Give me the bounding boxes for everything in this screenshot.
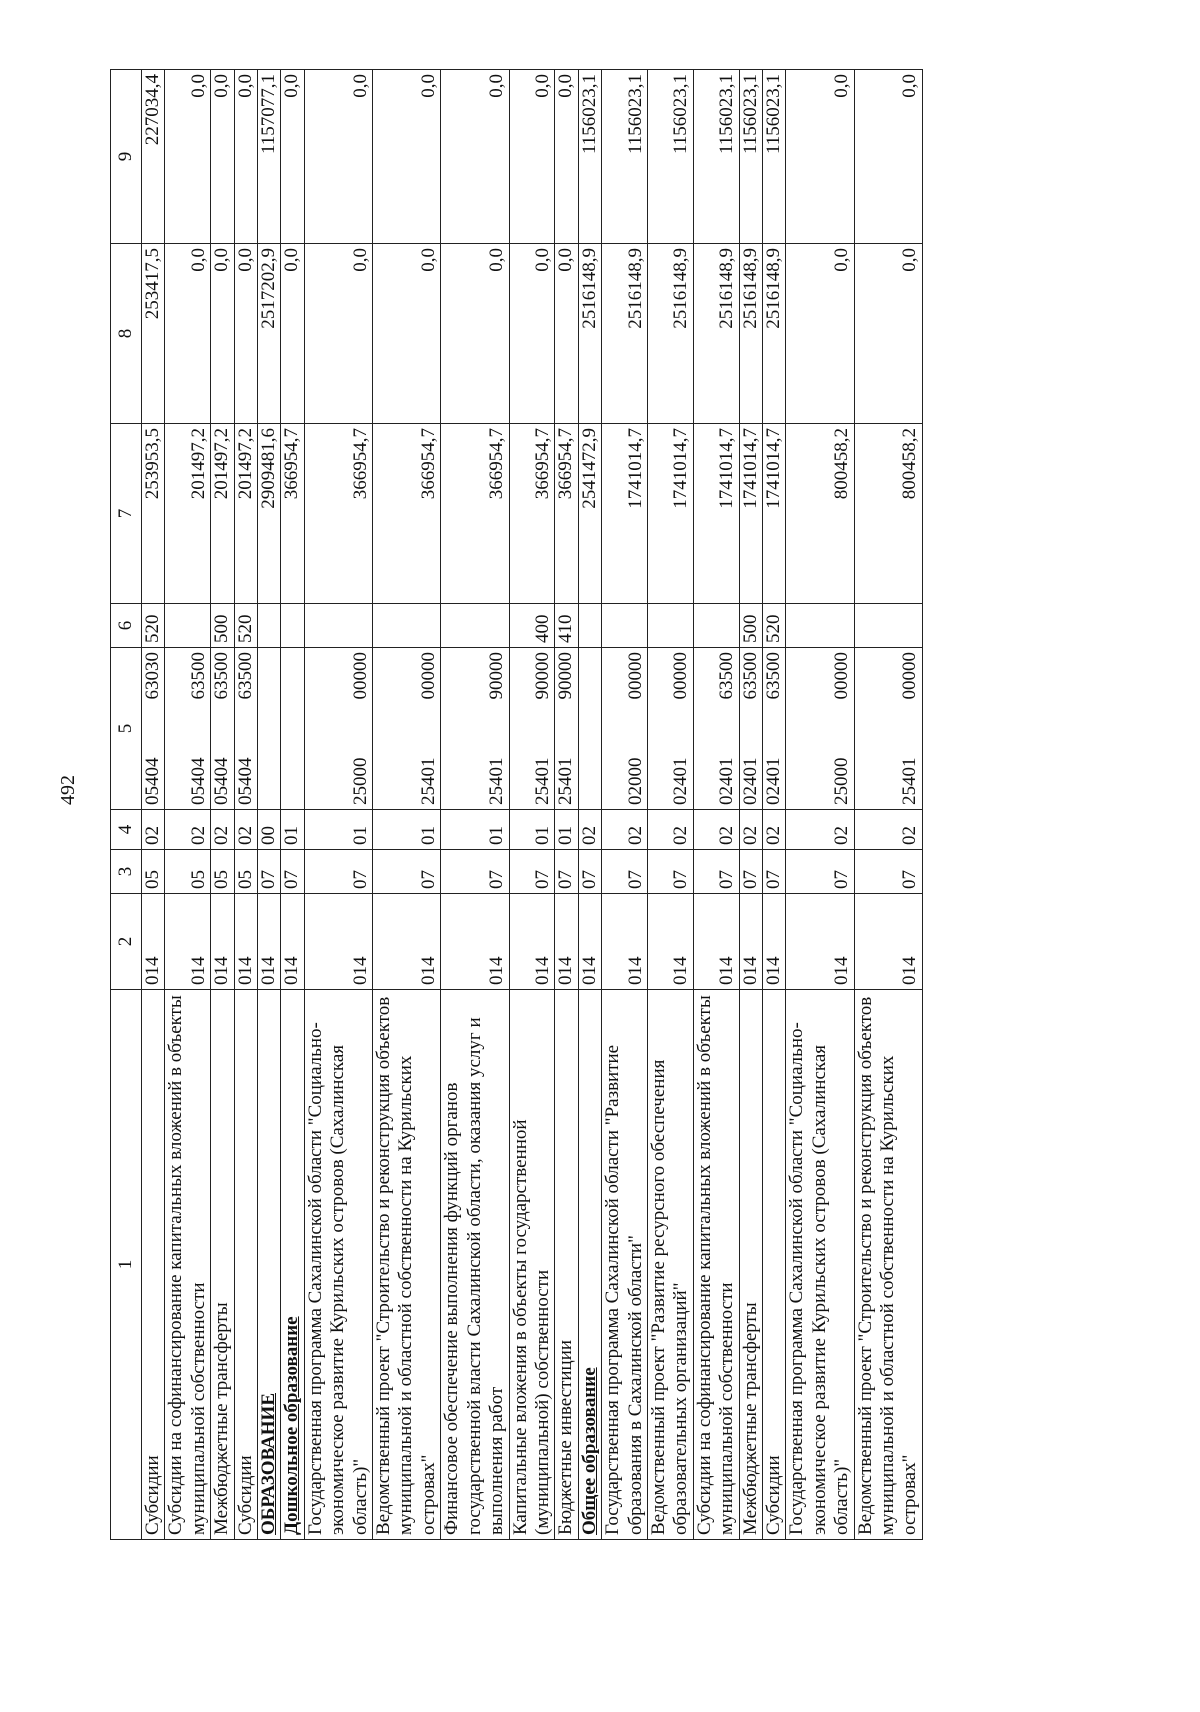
cell-c6 [578, 604, 601, 648]
cell-c2: 014 [578, 894, 601, 990]
table-row [786, 70, 854, 1540]
table-row [854, 70, 922, 1540]
cell-c5a: 25401 [555, 757, 577, 805]
cell-target-article [739, 648, 762, 810]
cell-target-article [786, 648, 854, 810]
table-row [693, 70, 739, 1540]
cell-c3: 07 [578, 850, 601, 894]
column-header-8: 8 [111, 244, 142, 424]
cell-c7: 800458,2 [786, 424, 854, 604]
cell-c2: 014 [304, 894, 372, 990]
cell-c6 [693, 604, 739, 648]
cell-c3: 07 [258, 850, 281, 894]
cell-c4: 02 [142, 810, 165, 850]
cell-c6 [647, 604, 693, 648]
cell-c4: 00 [258, 810, 281, 850]
cell-c3: 07 [555, 850, 578, 894]
cell-target-article [142, 648, 165, 810]
cell-c4: 02 [234, 810, 257, 850]
cell-target-article [373, 648, 441, 810]
cell-c5b: 90000 [531, 652, 553, 700]
table-row [647, 70, 693, 1540]
cell-c3: 07 [647, 850, 693, 894]
cell-target-article [441, 648, 509, 810]
cell-c4: 01 [373, 810, 441, 850]
cell-c6 [786, 604, 854, 648]
cell-name: Межбюджетные трансферты [739, 990, 762, 1540]
column-header-4: 4 [111, 810, 142, 850]
cell-c3: 05 [211, 850, 234, 894]
cell-c3: 07 [693, 850, 739, 894]
cell-c5a: 02401 [670, 757, 692, 805]
cell-c6 [281, 604, 304, 648]
cell-c3: 07 [739, 850, 762, 894]
cell-c4: 02 [211, 810, 234, 850]
cell-c5b: 00000 [670, 652, 692, 700]
cell-c7: 366954,7 [373, 424, 441, 604]
cell-target-article [602, 648, 648, 810]
cell-c3: 07 [854, 850, 922, 894]
cell-c3: 05 [142, 850, 165, 894]
cell-c5a: 05404 [187, 757, 209, 805]
cell-target-article [281, 648, 304, 810]
column-header-2: 2 [111, 894, 142, 990]
cell-target-article [854, 648, 922, 810]
cell-c9: 0,0 [509, 70, 555, 244]
cell-c2: 014 [693, 894, 739, 990]
cell-target-article [509, 648, 555, 810]
cell-name: Общее образование [578, 990, 601, 1540]
cell-c9: 0,0 [165, 70, 211, 244]
cell-c7: 201497,2 [211, 424, 234, 604]
cell-c7: 1741014,7 [739, 424, 762, 604]
cell-name: Межбюджетные трансферты [211, 990, 234, 1540]
cell-name: Финансовое обеспечение выполнения функций органов государственной власти Сахалинской области, оказания услуг и выполнения работ [441, 990, 509, 1540]
cell-c5a: 25401 [417, 757, 439, 805]
cell-target-article [304, 648, 372, 810]
cell-name: Субсидии на софинансирование капитальных вложений в объекты муниципальной собственности [693, 990, 739, 1540]
cell-name: Ведомственный проект "Строительство и реконструкция объектов муниципальной и областной собственности на Курильских островах" [854, 990, 922, 1540]
cell-c8: 2516148,9 [647, 244, 693, 424]
column-header-3: 3 [111, 850, 142, 894]
cell-c8: 2517202,9 [258, 244, 281, 424]
cell-c7: 366954,7 [509, 424, 555, 604]
cell-c9: 1156023,1 [693, 70, 739, 244]
cell-c5b: 63500 [739, 652, 761, 700]
cell-c9: 0,0 [373, 70, 441, 244]
cell-c4: 01 [304, 810, 372, 850]
cell-c5b: 00000 [417, 652, 439, 700]
cell-c7: 201497,2 [165, 424, 211, 604]
cell-c5a: 02000 [624, 757, 646, 805]
header-row [111, 70, 142, 1540]
cell-c3: 07 [373, 850, 441, 894]
cell-c6: 500 [739, 604, 762, 648]
cell-c5a: 02401 [716, 757, 738, 805]
cell-c8: 2516148,9 [739, 244, 762, 424]
cell-c2: 014 [234, 894, 257, 990]
cell-target-article [693, 648, 739, 810]
cell-c6: 410 [555, 604, 578, 648]
table-row [211, 70, 234, 1540]
cell-c3: 07 [786, 850, 854, 894]
cell-c5b: 00000 [831, 652, 853, 700]
cell-c5b: 63500 [762, 652, 784, 700]
cell-c6 [854, 604, 922, 648]
cell-target-article [211, 648, 234, 810]
cell-name: Субсидии [234, 990, 257, 1540]
cell-c4: 02 [602, 810, 648, 850]
cell-c7: 366954,7 [281, 424, 304, 604]
cell-name: Государственная программа Сахалинской области "Развитие образования в Сахалинской области" [602, 990, 648, 1540]
cell-name: Государственная программа Сахалинской области "Социально-экономическое развитие Курильских островов (Сахалинская область)" [304, 990, 372, 1540]
cell-c9: 1156023,1 [602, 70, 648, 244]
cell-c7: 253953,5 [142, 424, 165, 604]
cell-name: Капитальные вложения в объекты государственной (муниципальной) собственности [509, 990, 555, 1540]
cell-c4: 02 [739, 810, 762, 850]
cell-c8: 0,0 [281, 244, 304, 424]
cell-target-article [258, 648, 281, 810]
table-body [142, 70, 923, 1540]
cell-c5a: 25401 [899, 757, 921, 805]
column-header-1: 1 [111, 990, 142, 1540]
cell-c4: 02 [854, 810, 922, 850]
table-row [165, 70, 211, 1540]
cell-c8: 0,0 [211, 244, 234, 424]
cell-c8: 253417,5 [142, 244, 165, 424]
cell-c8: 0,0 [373, 244, 441, 424]
cell-c9: 1156023,1 [578, 70, 601, 244]
cell-c7: 201497,2 [234, 424, 257, 604]
cell-c3: 07 [304, 850, 372, 894]
cell-c8: 0,0 [786, 244, 854, 424]
cell-target-article [234, 648, 257, 810]
cell-c2: 014 [373, 894, 441, 990]
cell-name: Субсидии [762, 990, 785, 1540]
cell-target-article [647, 648, 693, 810]
cell-c5b: 63500 [187, 652, 209, 700]
cell-c9: 1157077,1 [258, 70, 281, 244]
cell-c6 [304, 604, 372, 648]
cell-c9: 0,0 [211, 70, 234, 244]
cell-c6 [258, 604, 281, 648]
cell-c5a: 05404 [211, 757, 233, 805]
cell-c5b: 63500 [211, 652, 233, 700]
table-row [739, 70, 762, 1540]
table-row [373, 70, 441, 1540]
cell-c8: 2516148,9 [602, 244, 648, 424]
cell-c6: 520 [762, 604, 785, 648]
cell-c6: 500 [211, 604, 234, 648]
cell-c2: 014 [647, 894, 693, 990]
cell-c5b: 00000 [624, 652, 646, 700]
cell-c9: 0,0 [441, 70, 509, 244]
cell-name: Дошкольное образование [281, 990, 304, 1540]
cell-c6 [165, 604, 211, 648]
cell-c6: 520 [142, 604, 165, 648]
cell-c2: 014 [739, 894, 762, 990]
cell-c6 [441, 604, 509, 648]
cell-c5b: 90000 [486, 652, 508, 700]
cell-c8: 0,0 [555, 244, 578, 424]
cell-c9: 0,0 [304, 70, 372, 244]
cell-c5b: 90000 [555, 652, 577, 700]
cell-c5a: 25000 [349, 757, 371, 805]
cell-c9: 1156023,1 [762, 70, 785, 244]
cell-c5a: 02401 [739, 757, 761, 805]
cell-name: Ведомственный проект "Развитие ресурсного обеспечения образовательных организаций" [647, 990, 693, 1540]
table-row [441, 70, 509, 1540]
table-row [142, 70, 165, 1540]
cell-c5a: 05404 [234, 757, 256, 805]
cell-c5a: 05404 [142, 757, 163, 805]
rotated-table-area [110, 70, 1130, 1540]
cell-c5a: 25401 [531, 757, 553, 805]
cell-name: Государственная программа Сахалинской области "Социально-экономическое развитие Курильских островов (Сахалинская область)" [786, 990, 854, 1540]
cell-c4: 02 [693, 810, 739, 850]
cell-c3: 05 [234, 850, 257, 894]
cell-c9: 0,0 [234, 70, 257, 244]
table-row [234, 70, 257, 1540]
cell-c3: 07 [602, 850, 648, 894]
cell-target-article [165, 648, 211, 810]
cell-c4: 02 [762, 810, 785, 850]
cell-c7: 366954,7 [304, 424, 372, 604]
cell-c5a: 25401 [486, 757, 508, 805]
table-row [304, 70, 372, 1540]
table-row [578, 70, 601, 1540]
cell-c4: 02 [165, 810, 211, 850]
cell-c2: 014 [555, 894, 578, 990]
cell-name: Субсидии на софинансирование капитальных вложений в объекты муниципальной собственности [165, 990, 211, 1540]
column-header-6: 6 [111, 604, 142, 648]
cell-c8: 2516148,9 [762, 244, 785, 424]
cell-c5a: 25000 [831, 757, 853, 805]
cell-c3: 07 [441, 850, 509, 894]
cell-c4: 02 [786, 810, 854, 850]
cell-c6 [373, 604, 441, 648]
cell-c2: 014 [441, 894, 509, 990]
cell-target-article [762, 648, 785, 810]
cell-c8: 0,0 [304, 244, 372, 424]
cell-c4: 01 [441, 810, 509, 850]
cell-c2: 014 [142, 894, 165, 990]
table-row [762, 70, 785, 1540]
cell-c3: 07 [762, 850, 785, 894]
cell-target-article [578, 648, 601, 810]
cell-c6: 400 [509, 604, 555, 648]
cell-c4: 01 [509, 810, 555, 850]
table-row [602, 70, 648, 1540]
cell-c9: 0,0 [854, 70, 922, 244]
cell-name: Бюджетные инвестиции [555, 990, 578, 1540]
cell-c7: 366954,7 [441, 424, 509, 604]
cell-c6: 520 [234, 604, 257, 648]
table-row [509, 70, 555, 1540]
cell-c8: 0,0 [441, 244, 509, 424]
cell-name: Ведомственный проект "Строительство и реконструкция объектов муниципальной и областной собственности на Курильских островах" [373, 990, 441, 1540]
table-row [281, 70, 304, 1540]
cell-c8: 0,0 [509, 244, 555, 424]
budget-table [110, 69, 923, 1540]
cell-c7: 1741014,7 [693, 424, 739, 604]
cell-c4: 02 [578, 810, 601, 850]
cell-c7: 1741014,7 [602, 424, 648, 604]
cell-c3: 07 [281, 850, 304, 894]
cell-c9: 1156023,1 [739, 70, 762, 244]
page-number: 492 [57, 775, 79, 805]
cell-c9: 0,0 [555, 70, 578, 244]
column-header-9: 9 [111, 70, 142, 244]
cell-c4: 01 [281, 810, 304, 850]
table-row [258, 70, 281, 1540]
cell-c7: 366954,7 [555, 424, 578, 604]
cell-c2: 014 [258, 894, 281, 990]
cell-c5b: 63030 [142, 652, 163, 700]
cell-c5a: 02401 [762, 757, 784, 805]
cell-c2: 014 [762, 894, 785, 990]
cell-c3: 07 [509, 850, 555, 894]
cell-c4: 01 [555, 810, 578, 850]
cell-c7: 1741014,7 [762, 424, 785, 604]
cell-c5b: 00000 [899, 652, 921, 700]
cell-c7: 2541472,9 [578, 424, 601, 604]
cell-c8: 2516148,9 [693, 244, 739, 424]
column-header-7: 7 [111, 424, 142, 604]
cell-c8: 2516148,9 [578, 244, 601, 424]
cell-name: ОБРАЗОВАНИЕ [258, 990, 281, 1540]
cell-c5b: 63500 [716, 652, 738, 700]
cell-c9: 0,0 [281, 70, 304, 244]
cell-c2: 014 [281, 894, 304, 990]
cell-c7: 800458,2 [854, 424, 922, 604]
column-header-5: 5 [111, 648, 142, 810]
cell-c7: 1741014,7 [647, 424, 693, 604]
cell-c3: 05 [165, 850, 211, 894]
cell-c8: 0,0 [165, 244, 211, 424]
cell-c2: 014 [854, 894, 922, 990]
cell-target-article [555, 648, 578, 810]
cell-c4: 02 [647, 810, 693, 850]
cell-c8: 0,0 [234, 244, 257, 424]
cell-name: Субсидии [142, 990, 165, 1540]
cell-c5b: 63500 [234, 652, 256, 700]
cell-c2: 014 [211, 894, 234, 990]
cell-c2: 014 [786, 894, 854, 990]
cell-c2: 014 [165, 894, 211, 990]
cell-c9: 0,0 [786, 70, 854, 244]
cell-c8: 0,0 [854, 244, 922, 424]
cell-c6 [602, 604, 648, 648]
cell-c5b: 00000 [349, 652, 371, 700]
cell-c7: 2909481,6 [258, 424, 281, 604]
cell-c2: 014 [509, 894, 555, 990]
cell-c9: 1156023,1 [647, 70, 693, 244]
cell-c2: 014 [602, 894, 648, 990]
cell-c9: 227034,4 [142, 70, 165, 244]
table-row [555, 70, 578, 1540]
